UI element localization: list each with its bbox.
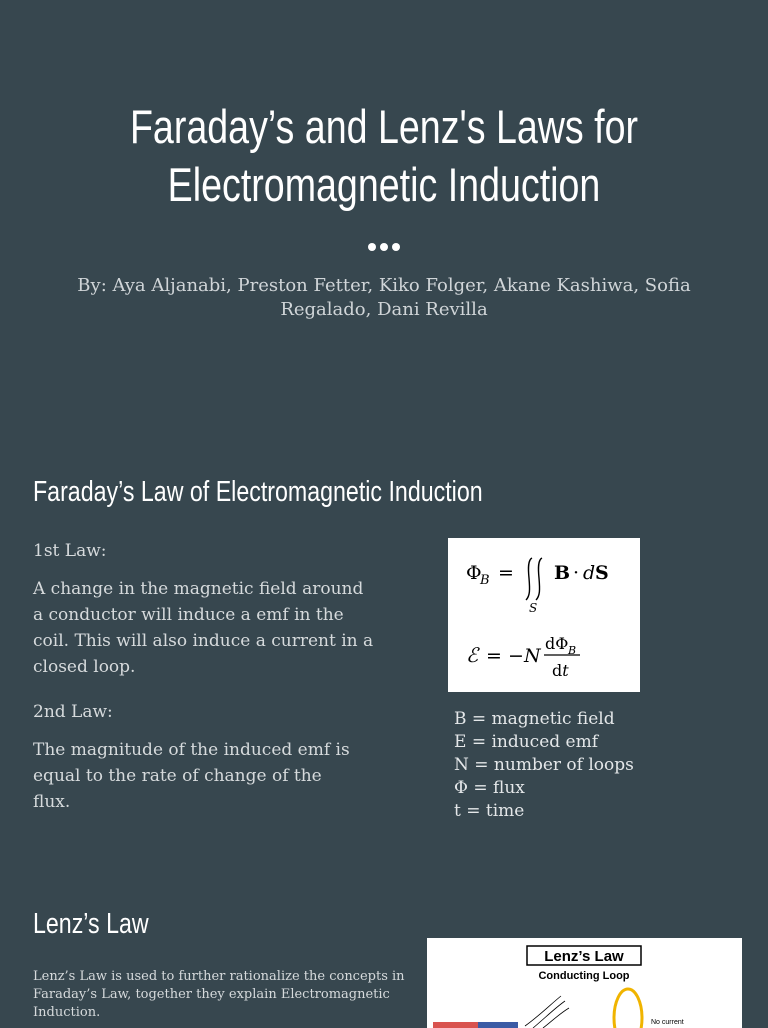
title-line-1: Faraday’s and Lenz's Laws for bbox=[129, 100, 639, 153]
magnet-north bbox=[433, 1022, 478, 1028]
page-title bbox=[109, 98, 659, 214]
svg-text:S: S bbox=[529, 601, 538, 615]
magnet-south bbox=[478, 1022, 518, 1028]
equation-image bbox=[448, 538, 640, 692]
field-line bbox=[525, 996, 561, 1026]
law2-text: The magnitude of the induced emf is equal to the rate of change of the flux. bbox=[33, 740, 350, 812]
legend-item: B = magnetic field bbox=[454, 709, 615, 729]
lenz-heading: Lenz’s Law bbox=[33, 908, 149, 940]
no-current-label: No current bbox=[651, 1019, 684, 1026]
law2-label: 2nd Law: bbox=[33, 702, 113, 722]
faraday-equations bbox=[448, 538, 640, 692]
lenz-diagram bbox=[427, 938, 742, 1028]
lenz-figure-subtitle: Conducting Loop bbox=[538, 970, 630, 982]
title-line-2: Electromagnetic Induction bbox=[167, 158, 601, 211]
svg-text:B: B bbox=[480, 573, 490, 588]
authors bbox=[50, 274, 718, 322]
lenz-figure-title: Lenz’s Law bbox=[544, 948, 624, 965]
title-divider-dots bbox=[0, 236, 768, 255]
legend-item: Φ = flux bbox=[454, 778, 525, 798]
legend-item: E = induced emf bbox=[454, 732, 599, 752]
svg-text:S: S bbox=[595, 562, 609, 584]
legend-item: t = time bbox=[454, 801, 525, 821]
faraday-heading: Faraday’s Law of Electromagnetic Induction bbox=[33, 476, 483, 508]
variable-legend bbox=[454, 708, 634, 823]
svg-text:·: · bbox=[573, 562, 580, 584]
svg-text:ℰ: ℰ bbox=[466, 643, 479, 667]
svg-text:Φ: Φ bbox=[466, 562, 482, 584]
svg-text:B: B bbox=[568, 644, 577, 657]
svg-text:d: d bbox=[583, 562, 596, 584]
field-line bbox=[543, 1008, 569, 1028]
svg-text:= −: = − bbox=[486, 645, 524, 667]
svg-text:=: = bbox=[498, 562, 514, 584]
conducting-loop bbox=[614, 989, 642, 1028]
lenz-paragraph: Lenz’s Law is used to further rationalize the concepts in Faraday’s Law, together they explain Electromagnetic Induction. bbox=[33, 969, 405, 1020]
authors-line-2: Regalado, Dani Revilla bbox=[280, 299, 488, 320]
svg-text:B: B bbox=[554, 562, 571, 584]
svg-text:dt: dt bbox=[552, 661, 569, 680]
legend-item: N = number of loops bbox=[454, 755, 634, 775]
svg-text:N: N bbox=[524, 645, 541, 667]
svg-text:dΦ: dΦ bbox=[545, 634, 569, 653]
law1-text: A change in the magnetic field around a conductor will induce a emf in the coil. This will also induce a current in a closed loop. bbox=[33, 579, 374, 677]
authors-line-1: By: Aya Aljanabi, Preston Fetter, Kiko Folger, Akane Kashiwa, Sofia bbox=[77, 275, 691, 296]
law1-label: 1st Law: bbox=[33, 541, 107, 561]
lenz-figure bbox=[427, 938, 742, 1028]
